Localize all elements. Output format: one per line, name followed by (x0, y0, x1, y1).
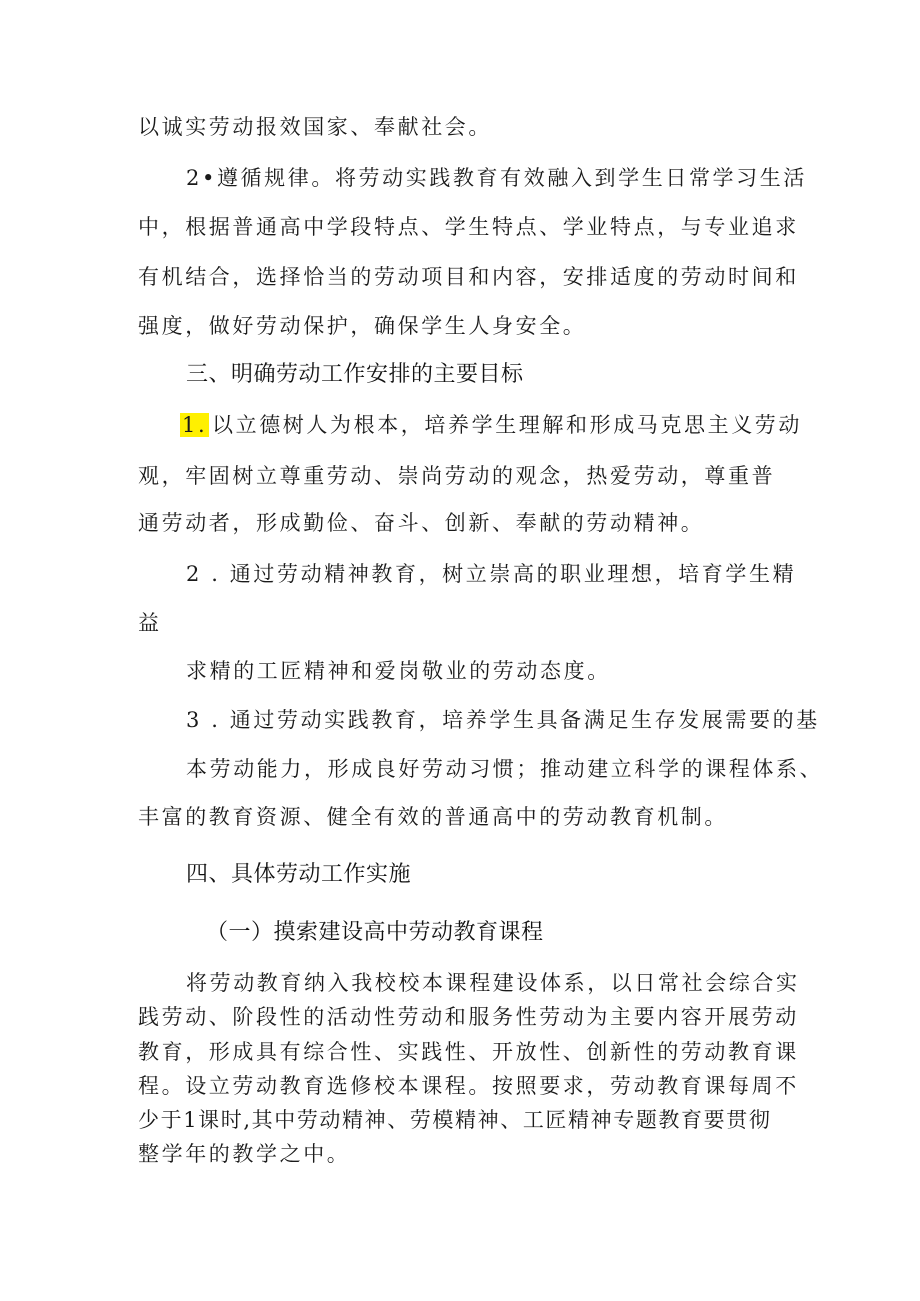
text-line: 2 . 通过劳动精神教育，树立崇高的职业理想，培育学生精 (186, 562, 797, 586)
section-heading: 四、具体劳动工作实施 (186, 862, 412, 887)
text-line: 本劳动能力，形成良好劳动习惯；推动建立科学的课程体系、 (186, 757, 824, 781)
text-line: 少于1课时,其中劳动精神、劳模精神、工匠精神专题教育要贯彻 (138, 1108, 772, 1132)
text-line: 通劳动者，形成勤俭、奋斗、创新、奉献的劳动精神。 (138, 511, 705, 535)
text-line: 观，牢固树立尊重劳动、崇尚劳动的观念，热爱劳动，尊重普 (138, 464, 776, 488)
text-line: 整学年的教学之中。 (138, 1142, 351, 1166)
text-line: 3 . 通过劳动实践教育，培养学生具备满足生存发展需要的基 (186, 708, 820, 732)
text-line: 践劳动、阶段性的活动性劳动和服务性劳动为主要内容开展劳动 (138, 1005, 799, 1029)
text-line: 益 (138, 611, 162, 635)
text-line: 求精的工匠精神和爱岗敬业的劳动态度。 (186, 659, 611, 683)
text-line: 以诚实劳动报效国家、奉献社会。 (138, 115, 492, 139)
text-line: 强度，做好劳动保护，确保学生人身安全。 (138, 314, 587, 338)
highlight-mark: 1. (182, 413, 208, 437)
section-heading: 三、明确劳动工作安排的主要目标 (186, 362, 524, 387)
text-line: 以立德树人为根本，培养学生理解和形成马克思主义劳动 (212, 413, 802, 437)
text-line: 程。设立劳动教育选修校本课程。按照要求，劳动教育课每周不 (138, 1074, 799, 1098)
subsection-heading: （一）摸索建设高中劳动教育课程 (206, 920, 544, 945)
text-line: 中，根据普通高中学段特点、学生特点、学业特点，与专业追求 (138, 215, 799, 239)
text-line: 教育，形成具有综合性、实践性、开放性、创新性的劳动教育课 (138, 1040, 799, 1064)
highlighted-list-number (180, 410, 209, 440)
text-line: 丰富的教育资源、健全有效的普通高中的劳动教育机制。 (138, 805, 728, 829)
text-line: 将劳动教育纳入我校校本课程建设体系，以日常社会综合实 (186, 971, 800, 995)
text-line: 有机结合，选择恰当的劳动项目和内容，安排适度的劳动时间和 (138, 265, 799, 289)
text-line: 2•遵循规律。将劳动实践教育有效融入到学生日常学习生活 (186, 166, 807, 190)
